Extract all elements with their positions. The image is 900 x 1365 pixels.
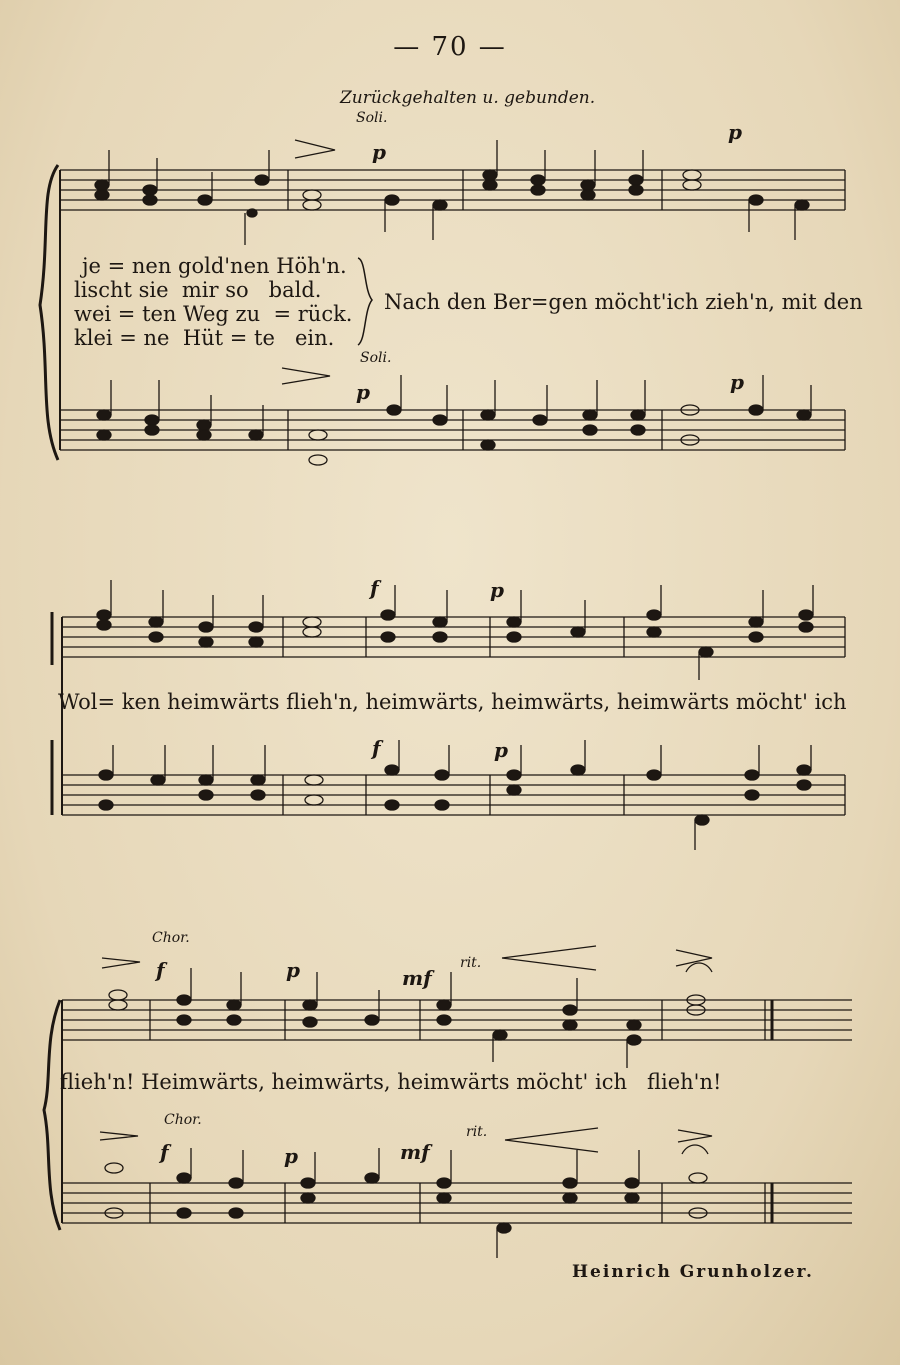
page-number: — 70 — <box>393 32 507 62</box>
composer-signature: Heinrich Grunholzer. <box>572 1262 814 1282</box>
dynamic-mark: mf <box>400 1140 430 1164</box>
verse-line-3: wei = ten Weg zu = rück. <box>74 302 353 326</box>
dynamic-mark: mf <box>402 966 432 990</box>
tempo-marking: Zurückgehalten u. gebunden. <box>340 88 596 108</box>
dynamic-mark: p <box>490 578 504 602</box>
chor-label-top: Chor. <box>152 930 190 946</box>
verse-line-1: je = nen gold'nen Höh'n. <box>82 254 347 278</box>
dynamic-mark: p <box>284 1144 298 1168</box>
dynamic-mark: f <box>156 958 165 982</box>
rit-label-top: rit. <box>460 955 482 971</box>
dynamic-mark: p <box>372 140 386 164</box>
dynamic-mark: f <box>372 736 381 760</box>
rit-label-bottom: rit. <box>466 1124 488 1140</box>
soli-label-bottom: Soli. <box>360 350 392 366</box>
dynamic-mark: p <box>286 958 300 982</box>
chor-label-bottom: Chor. <box>164 1112 202 1128</box>
refrain-lyric: Nach den Ber=gen möcht'ich zieh'n, mit den <box>384 290 863 314</box>
lyrics-line: flieh'n! Heimwärts, heimwärts, heimwärts möcht' ich flieh'n! <box>60 1070 722 1094</box>
dynamic-mark: f <box>370 576 379 600</box>
verse-line-2: lischt sie mir so bald. <box>74 278 322 302</box>
dynamic-mark: p <box>730 370 744 394</box>
dynamic-mark: p <box>494 738 508 762</box>
verse-line-4: klei = ne Hüt = te ein. <box>74 326 335 350</box>
lyrics-line: Wol= ken heimwärts flieh'n, heimwärts, heimwärts, heimwärts möcht' ich <box>58 690 847 714</box>
dynamic-mark: p <box>356 380 370 404</box>
dynamic-mark: f <box>160 1140 169 1164</box>
staff-upper-1 <box>60 170 845 210</box>
soli-label-top: Soli. <box>356 110 388 126</box>
dynamic-mark: p <box>728 120 742 144</box>
